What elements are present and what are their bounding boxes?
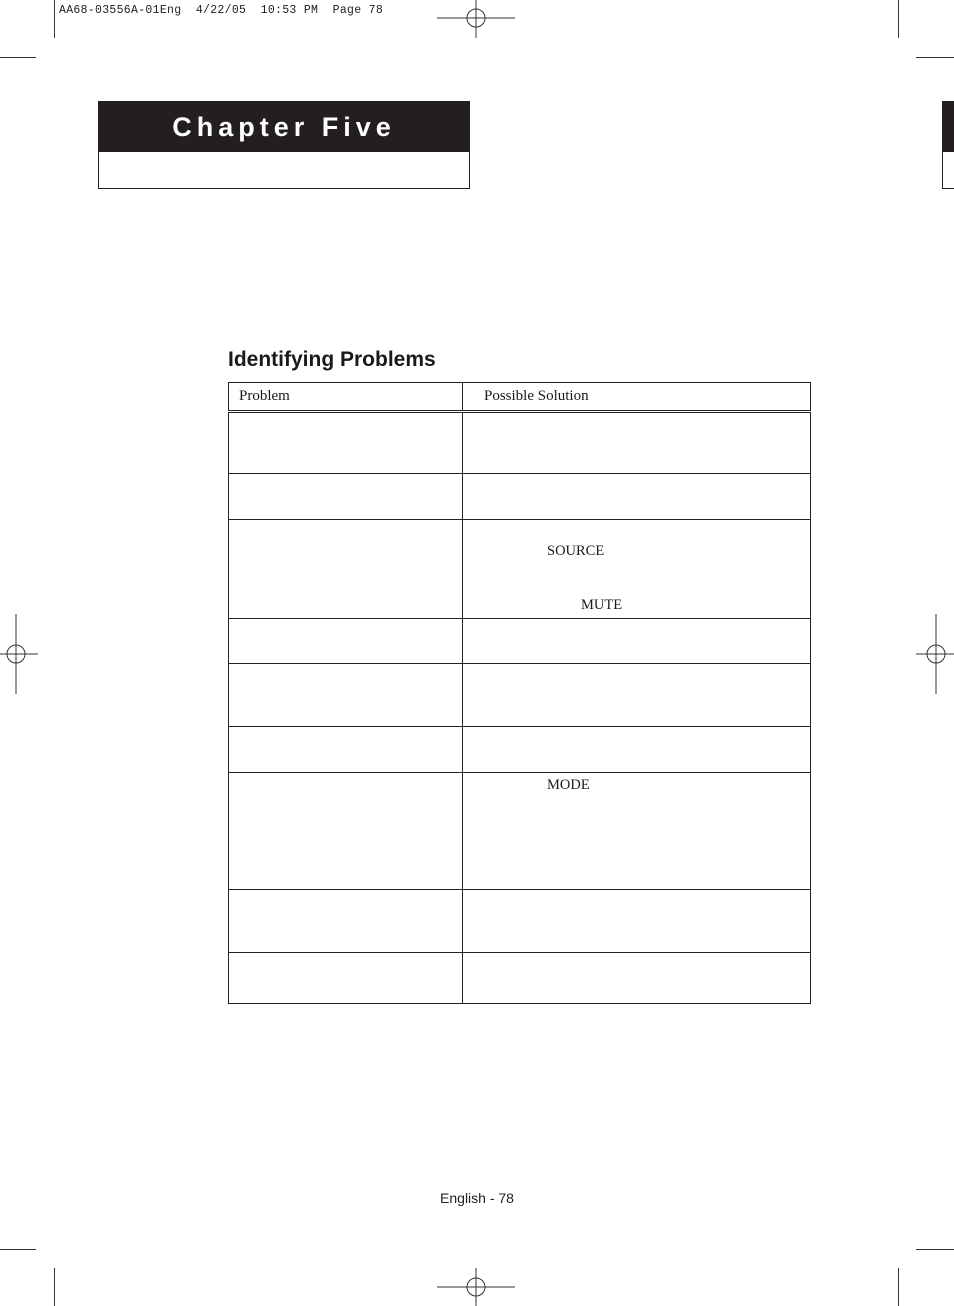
crop-mark <box>54 1268 55 1306</box>
problem-cell <box>229 412 463 474</box>
solution-cell <box>463 727 811 773</box>
table-row <box>229 890 811 953</box>
column-header-problem: Problem <box>229 383 463 412</box>
crop-mark <box>898 0 899 38</box>
solution-cell <box>463 953 811 1004</box>
table-row <box>229 773 811 890</box>
solution-cell <box>463 474 811 520</box>
table-row <box>229 474 811 520</box>
registration-mark-icon <box>437 0 517 38</box>
print-slug: AA68-03556A-01Eng 4/22/05 10:53 PM Page 78 <box>59 4 384 17</box>
crop-mark <box>0 57 36 58</box>
registration-mark-icon <box>916 614 954 694</box>
solution-cell <box>463 520 811 619</box>
problem-cell <box>229 474 463 520</box>
table-row <box>229 520 811 619</box>
problem-cell <box>229 773 463 890</box>
mode-keyword: MODE <box>547 777 590 793</box>
problem-cell <box>229 890 463 953</box>
column-header-solution: Possible Solution <box>463 383 811 412</box>
chapter-heading-box <box>98 101 470 189</box>
chapter-edge-tab <box>942 101 954 189</box>
problem-cell <box>229 727 463 773</box>
page-number: English - 78 <box>440 1190 514 1206</box>
table-row <box>229 619 811 664</box>
problem-cell <box>229 664 463 727</box>
solution-cell <box>463 619 811 664</box>
crop-mark <box>898 1268 899 1306</box>
chapter-title: Chapter Five <box>99 102 469 152</box>
crop-mark <box>54 0 55 38</box>
registration-mark-icon <box>0 614 38 694</box>
registration-mark-icon <box>437 1268 517 1306</box>
solution-cell <box>463 412 811 474</box>
crop-mark <box>0 1249 36 1250</box>
solution-cell <box>463 773 811 890</box>
solution-cell <box>463 890 811 953</box>
table-row <box>229 953 811 1004</box>
crop-mark <box>916 57 954 58</box>
problem-cell <box>229 953 463 1004</box>
table-header-row <box>229 383 811 412</box>
problem-cell <box>229 520 463 619</box>
problem-cell <box>229 619 463 664</box>
crop-mark <box>916 1249 954 1250</box>
table-row <box>229 727 811 773</box>
table-row <box>229 412 811 474</box>
source-keyword: SOURCE <box>547 543 605 559</box>
troubleshooting-table <box>228 382 811 1004</box>
section-title: Identifying Problems <box>228 348 436 371</box>
mute-keyword: MUTE <box>581 597 623 613</box>
table-row <box>229 664 811 727</box>
solution-cell <box>463 664 811 727</box>
